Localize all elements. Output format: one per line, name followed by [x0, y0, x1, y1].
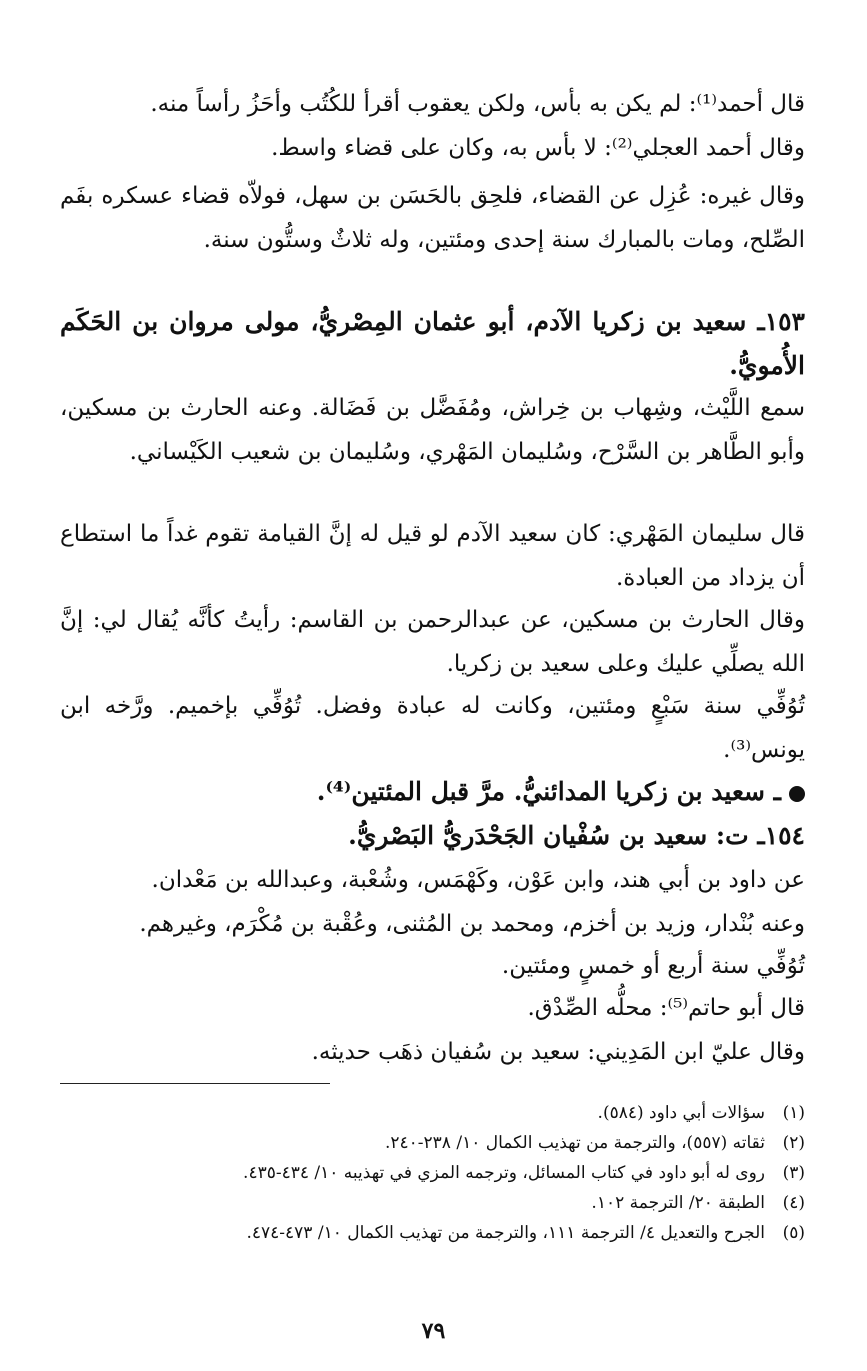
entry-heading-154: ١٥٤ـ ت: سعيد بن سُفْيان الجَحْدَريُّ البَصْريُّ. — [348, 821, 805, 850]
footnote-text: الطبقة ٢٠/ الترجمة ١٠٢. — [591, 1193, 765, 1213]
footnote-text: الجرح والتعديل ٤/ الترجمة ١١١، والترجمة من تهذيب الكمال ١٠/ ٤٧٣-٤٧٤. — [246, 1223, 765, 1243]
footnote-text: روى له أبو داود في كتاب المسائل، وترجمه المزي في تهذيبه ١٠/ ٤٣٤-٤٣٥. — [243, 1163, 765, 1183]
paragraph-from: عن داود بن أبي هند، وابن عَوْن، وكَهْمَس، وشُعْبة، وعبدالله بن مَعْدان. — [151, 867, 805, 893]
paragraph-students: وعنه بُنْدار، وزيد بن أخزم، ومحمد بن المُثنى، وعُقْبة بن مُكْرَم، وغيرهم. — [139, 911, 805, 937]
footnote-number: (١) — [782, 1103, 805, 1123]
entry-heading-madaini — [60, 770, 805, 814]
paragraph-ahmad: قال أحمد⁽¹⁾: لم يكن به بأس، ولكن يعقوب أقرأ للكُتُب وأحَزُ رأساً منه. — [150, 91, 805, 117]
footnote-number: (٢) — [782, 1133, 805, 1153]
footnote-3 — [60, 1160, 805, 1186]
page-number: ٧٩ — [421, 1318, 446, 1344]
paragraph-abu-hatim: قال أبو حاتم⁽⁵⁾: محلُّه الصِّدْق. — [527, 995, 805, 1021]
footnote-text: سؤالات أبي داود (٥٨٤). — [597, 1103, 765, 1123]
footnote-1 — [60, 1100, 805, 1126]
footnote-separator — [60, 1083, 330, 1084]
paragraph-death: تُوُفِّي سنة سَبْعٍ ومئتين، وكانت له عبادة وفضل. تُوُفِّي بإخميم. ورَّخه ابن يونس⁽³⁾. — [60, 693, 805, 763]
footnote-text: ثقاته (٥٥٧)، والترجمة من تهذيب الكمال ١٠/ ٢٣٨-٢٤٠. — [384, 1133, 765, 1153]
paragraph-narrators: سمع اللَّيْث، وشِهاب بن خِراش، ومُفَضَّل بن فَضَالة. وعنه الحارث بن مسكين، وأبو الطَّاهر بن السَّرْح، وسُليمان المَهْري، وسُليمان بن شعيب الكَيْساني. — [60, 395, 805, 465]
paragraph-harith: وقال الحارث بن مسكين، عن عبدالرحمن بن القاسم: رأيتُ كأنَّه يُقال لي: إنَّ الله يصلِّي عليك وعلى سعيد بن زكريا. — [60, 607, 805, 677]
paragraph-sulayman: قال سليمان المَهْري: كان سعيد الآدم لو قيل له إنَّ القيامة تقوم غداً ما استطاع أن يزداد من العبادة. — [60, 521, 805, 591]
paragraph-others: وقال غيره: عُزِل عن القضاء، فلحِق بالحَسَن بن سهل، فولاّه قضاء عسكره بفَم الصِّلح، ومات بالمبارك سنة إحدى ومئتين، وله ثلاثٌ وستُّون سنة. — [60, 183, 805, 253]
entry-heading-153: ١٥٣ـ سعيد بن زكريا الآدم، أبو عثمان المِصْريُّ، مولى مروان بن الحَكَم الأُمويُّ. — [60, 307, 805, 380]
paragraph-ijli: وقال أحمد العجلي⁽²⁾: لا بأس به، وكان على قضاء واسط. — [271, 135, 805, 161]
footnote-number: (٣) — [782, 1163, 805, 1183]
footnote-number: (٥) — [782, 1223, 805, 1243]
bullet-icon — [789, 786, 805, 802]
footnote-5 — [60, 1220, 805, 1246]
footnote-number: (٤) — [782, 1193, 805, 1213]
paragraph-ibn-madini: وقال عليّ ابن المَدِيني: سعيد بن سُفيان ذهَب حديثه. — [311, 1039, 805, 1065]
entry-heading-madaini-text: ـ سعيد بن زكريا المدائنيُّ. مرَّ قبل المئتين⁽⁴⁾. — [316, 777, 781, 806]
footnote-4 — [60, 1190, 805, 1216]
paragraph-death-154: تُوُفِّي سنة أربع أو خمسٍ ومئتين. — [501, 953, 805, 979]
footnote-2 — [60, 1130, 805, 1156]
